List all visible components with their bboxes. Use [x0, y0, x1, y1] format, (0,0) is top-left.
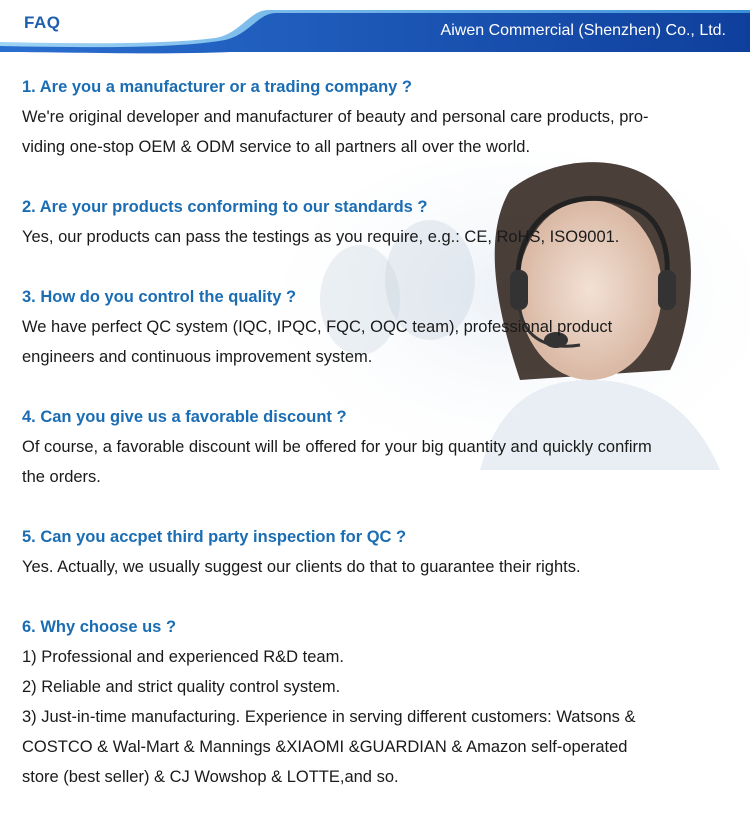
- faq-question: 6. Why choose us ?: [22, 618, 177, 636]
- section-spacer: [22, 252, 722, 282]
- faq-item: [22, 192, 722, 282]
- section-spacer: [22, 582, 722, 612]
- faq-question: 3. How do you control the quality ?: [22, 288, 297, 306]
- faq-answer-line: 2) Reliable and strict quality control system.: [22, 678, 341, 696]
- faq-answer-line: We have perfect QC system (IQC, IPQC, FQC, OQC team), professional product: [22, 318, 613, 336]
- faq-item: [22, 72, 722, 192]
- section-spacer: [22, 372, 722, 402]
- faq-answer-line: store (best seller) & CJ Wowshop & LOTTE,and so.: [22, 768, 399, 786]
- faq-item: [22, 282, 722, 402]
- faq-question: 1. Are you a manufacturer or a trading company ?: [22, 78, 412, 96]
- faq-item: [22, 402, 722, 522]
- faq-answer-line: 1) Professional and experienced R&D team.: [22, 648, 344, 666]
- faq-item: [22, 522, 722, 612]
- faq-answer-line: engineers and continuous improvement system.: [22, 348, 373, 366]
- faq-question: 5. Can you accpet third party inspection for QC ?: [22, 528, 407, 546]
- faq-question: 2. Are your products conforming to our standards ?: [22, 198, 428, 216]
- faq-answer-line: Of course, a favorable discount will be offered for your big quantity and quickly confirm: [22, 438, 652, 456]
- page-title: FAQ: [24, 13, 61, 32]
- faq-answer-line: Yes. Actually, we usually suggest our clients do that to guarantee their rights.: [22, 558, 581, 576]
- company-name: Aiwen Commercial (Shenzhen) Co., Ltd.: [440, 22, 726, 39]
- faq-answer-line: the orders.: [22, 468, 101, 486]
- faq-answer-line: viding one-stop OEM & ODM service to all partners all over the world.: [22, 138, 531, 156]
- faq-answer-line: Yes, our products can pass the testings as you require, e.g.: CE, RoHS, ISO9001.: [22, 228, 620, 246]
- faq-answer-line: COSTCO & Wal-Mart & Mannings &XIAOMI &GUARDIAN & Amazon self-operated: [22, 738, 628, 756]
- faq-answer-line: We're original developer and manufacturer of beauty and personal care products, pro-: [22, 108, 649, 126]
- section-spacer: [22, 492, 722, 522]
- faq-question: 4. Can you give us a favorable discount ?: [22, 408, 347, 426]
- faq-list: [22, 72, 722, 792]
- header-banner: [0, 0, 750, 60]
- section-spacer: [22, 162, 722, 192]
- faq-item: [22, 612, 722, 792]
- faq-answer-line: 3) Just-in-time manufacturing. Experience in serving different customers: Watsons &: [22, 708, 636, 726]
